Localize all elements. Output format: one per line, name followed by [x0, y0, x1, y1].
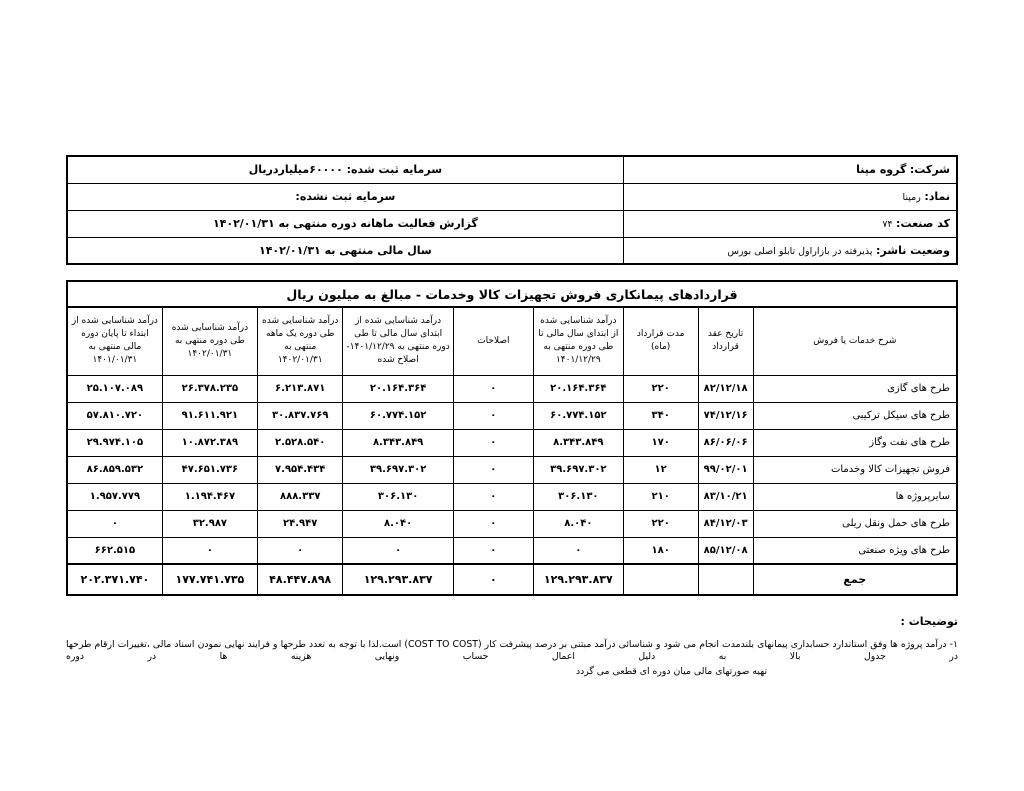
cell-revenue-month: ۷.۹۵۴.۴۳۴	[258, 456, 343, 483]
industry-cell	[623, 210, 957, 237]
cell-revenue-month: ۲.۵۲۸.۵۴۰	[258, 429, 343, 456]
company-label: شرکت:	[909, 163, 950, 177]
notes-section	[66, 615, 958, 677]
industry-label: کد صنعت:	[896, 217, 950, 230]
company-value: گروه مپنا	[856, 163, 907, 177]
symbol-value: رمپنا	[902, 192, 921, 203]
cell-contract-date: ۸۶/۰۶/۰۶	[698, 429, 753, 456]
table-row	[67, 537, 957, 564]
table-row	[67, 402, 957, 429]
unregistered-capital: سرمایه ثبت نشده:	[67, 183, 623, 210]
cell-revenue-period: ۱.۱۹۴.۴۶۷	[162, 483, 257, 510]
cell-duration: ۱۷۰	[623, 429, 698, 456]
contracts-table	[66, 280, 958, 596]
cell-revenue-period: ۱۰.۸۷۲.۳۸۹	[162, 429, 257, 456]
cell-duration: ۳۴۰	[623, 402, 698, 429]
column-header: اصلاحات	[453, 307, 533, 375]
notes-title: توضیحات :	[900, 615, 958, 628]
cell-description: طرح های گازی	[753, 375, 957, 402]
column-header: شرح خدمات یا فروش	[753, 307, 957, 375]
cell-revenue-ytd-adjusted: ۶۰.۷۷۴.۱۵۲	[343, 402, 453, 429]
symbol-cell	[623, 183, 957, 210]
total-revenue-ytd-adjusted: ۱۲۹.۲۹۳.۸۳۷	[343, 564, 453, 595]
cell-adjustments: ۰	[453, 429, 533, 456]
cell-description: سایرپروژه ها	[753, 483, 957, 510]
cell-revenue-prior-year: ۸۶.۸۵۹.۵۳۲	[67, 456, 162, 483]
cell-description: طرح های نفت وگاز	[753, 429, 957, 456]
cell-revenue-month: ۶.۲۱۳.۸۷۱	[258, 375, 343, 402]
table-title: قراردادهای پیمانکاری فروش تجهیزات کالا وخدمات - مبالغ به میلیون ریال	[67, 281, 957, 307]
cell-duration: ۲۲۰	[623, 375, 698, 402]
cell-duration: ۲۱۰	[623, 483, 698, 510]
cell-revenue-prior-year: ۱.۹۵۷.۷۷۹	[67, 483, 162, 510]
status-cell	[623, 237, 957, 264]
industry-value: ۷۴	[882, 219, 893, 230]
cell-duration: ۱۲	[623, 456, 698, 483]
table-header-row	[67, 307, 957, 375]
cell-revenue-ytd: ۳۹.۶۹۷.۳۰۲	[533, 456, 623, 483]
status-label: وضعیت ناشر:	[876, 243, 950, 257]
column-header: درآمد شناسایی شده از ابتداء تا پایان دوره مالی منتهی به ۱۴۰۱/۰۱/۳۱	[67, 307, 162, 375]
total-adjustments: ۰	[453, 564, 533, 595]
cell-revenue-ytd: ۸.۰۴۰	[533, 510, 623, 537]
cell-revenue-ytd-adjusted: ۰	[343, 537, 453, 564]
total-contract-date	[698, 564, 753, 595]
total-revenue-period: ۱۷۷.۷۴۱.۷۳۵	[162, 564, 257, 595]
cell-adjustments: ۰	[453, 456, 533, 483]
cell-revenue-month: ۰	[258, 537, 343, 564]
cell-revenue-period: ۲۶.۳۷۸.۲۳۵	[162, 375, 257, 402]
symbol-label: نماد:	[924, 190, 950, 203]
note-line-1: ۱- درآمد پروژه ها وفق استاندارد حسابداری پیمانهای بلندمدت انجام می شود و شناسائی درآمد مبتنی بر درصد پیشرفت کار (COST TO COST) است.لذا با توجه به تعدد طرحها و فرایند نهایی نمودن اسناد مالی ،تغییرات ارقام طرحها در جدول بالا به دلیل اعمال حساب ونهایی هزینه ها در دوره	[66, 639, 958, 663]
cell-revenue-prior-year: ۰	[67, 510, 162, 537]
cell-revenue-ytd: ۲۰.۱۶۴.۳۶۴	[533, 375, 623, 402]
cell-contract-date: ۸۴/۱۲/۰۳	[698, 510, 753, 537]
cell-revenue-period: ۳۲.۹۸۷	[162, 510, 257, 537]
cell-revenue-prior-year: ۶۶۲.۵۱۵	[67, 537, 162, 564]
cell-contract-date: ۸۲/۱۲/۱۸	[698, 375, 753, 402]
cell-revenue-ytd: ۸.۳۴۳.۸۴۹	[533, 429, 623, 456]
total-revenue-prior-year: ۲۰۲.۳۷۱.۷۴۰	[67, 564, 162, 595]
company-cell	[623, 156, 957, 183]
cell-contract-date: ۸۵/۱۲/۰۸	[698, 537, 753, 564]
report-period-title: گزارش فعالیت ماهانه دوره منتهی به ۱۴۰۲/۰۱/۳۱	[67, 210, 623, 237]
cell-revenue-ytd-adjusted: ۳۰۶.۱۳۰	[343, 483, 453, 510]
company-info-table	[66, 155, 958, 265]
table-row	[67, 510, 957, 537]
column-header: درآمد شناسایی شده از ابتدای سال مالی تا طی دوره منتهی به ۱۴۰۱/۱۲/۲۹- اصلاح شده	[343, 307, 453, 375]
column-header: مدت قرارداد (ماه)	[623, 307, 698, 375]
cell-duration: ۱۸۰	[623, 537, 698, 564]
cell-duration: ۲۲۰	[623, 510, 698, 537]
report-content	[66, 155, 958, 677]
info-row-industry	[67, 210, 957, 237]
column-header: درآمد شناسایی شده از ابتدای سال مالی تا طی دوره منتهی به ۱۴۰۱/۱۲/۲۹	[533, 307, 623, 375]
table-row	[67, 375, 957, 402]
cell-description: فروش تجهیزات کالا وخدمات	[753, 456, 957, 483]
cell-adjustments: ۰	[453, 375, 533, 402]
cell-revenue-period: ۹۱.۶۱۱.۹۲۱	[162, 402, 257, 429]
cell-revenue-ytd-adjusted: ۲۰.۱۶۴.۳۶۴	[343, 375, 453, 402]
cell-revenue-month: ۲۴.۹۴۷	[258, 510, 343, 537]
cell-adjustments: ۰	[453, 483, 533, 510]
cell-revenue-ytd-adjusted: ۸.۰۴۰	[343, 510, 453, 537]
cell-revenue-period: ۴۷.۶۵۱.۷۳۶	[162, 456, 257, 483]
column-header: تاریخ عقد قرارداد	[698, 307, 753, 375]
column-header: درآمد شناسایی شده طی دوره منتهی به ۱۴۰۲/۰۱/۳۱	[162, 307, 257, 375]
registered-capital: سرمایه ثبت شده: ۶۰۰۰۰میلیاردریال	[67, 156, 623, 183]
cell-revenue-ytd-adjusted: ۳۹.۶۹۷.۳۰۲	[343, 456, 453, 483]
fiscal-year: سال مالی منتهی به ۱۴۰۲/۰۱/۳۱	[67, 237, 623, 264]
cell-contract-date: ۸۳/۱۰/۲۱	[698, 483, 753, 510]
cell-description: طرح های ویژه صنعتی	[753, 537, 957, 564]
table-row	[67, 429, 957, 456]
cell-revenue-prior-year: ۲۹.۹۷۴.۱۰۵	[67, 429, 162, 456]
cell-contract-date: ۹۹/۰۲/۰۱	[698, 456, 753, 483]
table-row	[67, 456, 957, 483]
cell-revenue-prior-year: ۵۷.۸۱۰.۷۲۰	[67, 402, 162, 429]
total-duration	[623, 564, 698, 595]
total-revenue-month: ۴۸.۴۴۷.۸۹۸	[258, 564, 343, 595]
note-line-2: تهیه صورتهای مالی میان دوره ای قطعی می گردد	[576, 666, 768, 678]
info-row-status	[67, 237, 957, 264]
total-row	[67, 564, 957, 595]
cell-description: طرح های حمل ونقل ریلی	[753, 510, 957, 537]
cell-contract-date: ۷۴/۱۲/۱۶	[698, 402, 753, 429]
cell-adjustments: ۰	[453, 537, 533, 564]
info-row-symbol	[67, 183, 957, 210]
cell-description: طرح های سیکل ترکیبی	[753, 402, 957, 429]
cell-adjustments: ۰	[453, 510, 533, 537]
total-label: جمع	[753, 564, 957, 595]
cell-revenue-ytd-adjusted: ۸.۳۴۳.۸۴۹	[343, 429, 453, 456]
cell-adjustments: ۰	[453, 402, 533, 429]
column-header: درآمد شناسایی شده طی دوره یک ماهه منتهی به ۱۴۰۲/۰۱/۳۱	[258, 307, 343, 375]
cell-revenue-month: ۸۸۸.۳۳۷	[258, 483, 343, 510]
cell-revenue-period: ۰	[162, 537, 257, 564]
cell-revenue-ytd: ۶۰.۷۷۴.۱۵۲	[533, 402, 623, 429]
cell-revenue-ytd: ۰	[533, 537, 623, 564]
cell-revenue-prior-year: ۲۵.۱۰۷.۰۸۹	[67, 375, 162, 402]
table-title-row	[67, 281, 957, 307]
contracts-section	[66, 280, 958, 596]
cell-revenue-month: ۳۰.۸۳۷.۷۶۹	[258, 402, 343, 429]
info-row-company	[67, 156, 957, 183]
cell-revenue-ytd: ۳۰۶.۱۳۰	[533, 483, 623, 510]
total-revenue-ytd: ۱۲۹.۲۹۳.۸۳۷	[533, 564, 623, 595]
table-row	[67, 483, 957, 510]
status-value: پذیرفته در بازاراول تابلو اصلی بورس	[727, 245, 873, 257]
